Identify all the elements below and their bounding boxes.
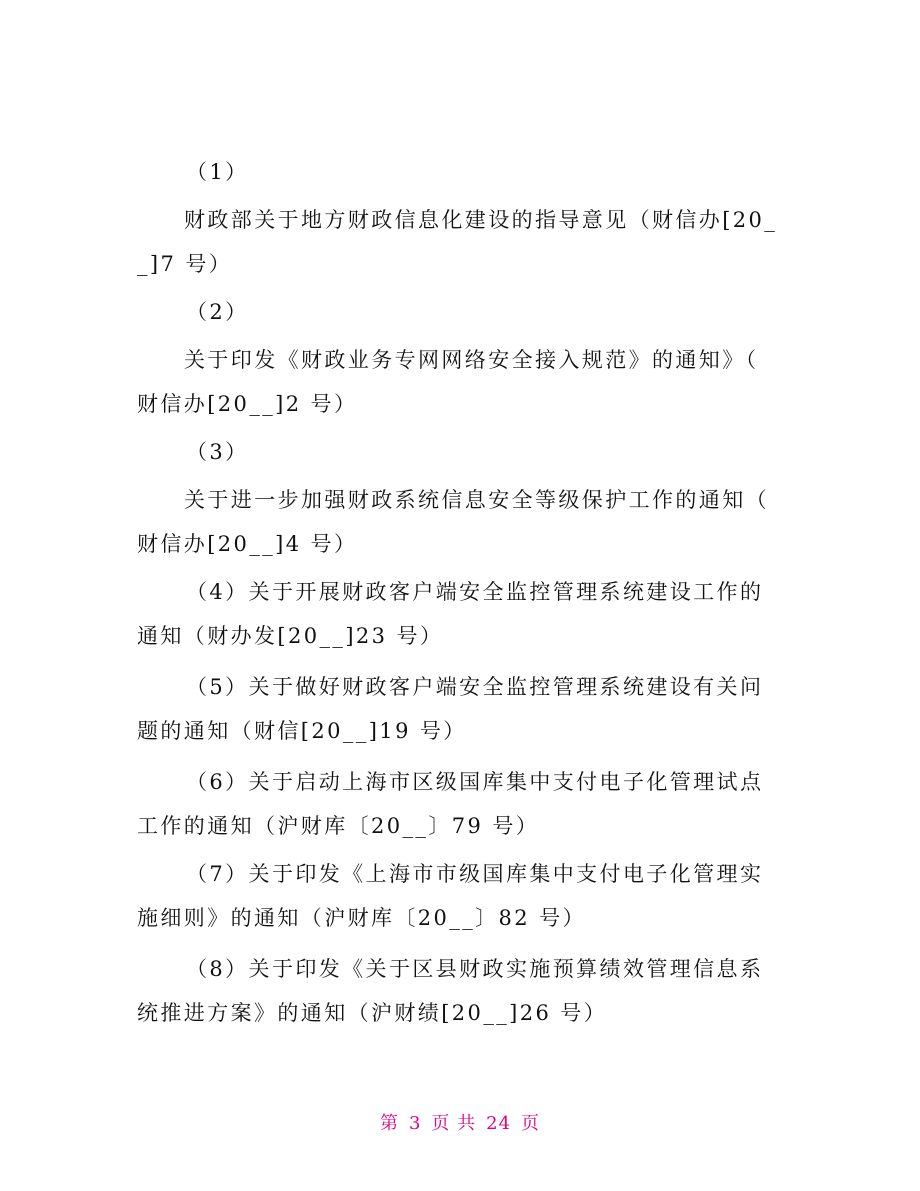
item-1-label: （1） <box>186 160 249 184</box>
item-2-line-1: 关于印发《财政业务专网网络安全接入规范》的通知》（ <box>184 348 759 372</box>
item-4-line-2: 通知（财办发[20__]23 号） <box>137 624 444 648</box>
footer-page-number: 3 <box>408 1113 422 1134</box>
item-6-line-1: （6）关于启动上海市区级国库集中支付电子化管理试点 <box>186 770 764 794</box>
item-7-line-2: 施细则》的通知（沪财库〔20__〕82 号） <box>137 906 586 930</box>
page-footer <box>0 1112 920 1136</box>
item-6-line-2: 工作的通知（沪财库〔20__〕79 号） <box>137 814 540 838</box>
item-2-label: （2） <box>186 300 249 324</box>
item-7-line-1: （7）关于印发《上海市市级国库集中支付电子化管理实 <box>186 862 764 886</box>
item-1-line-1: 财政部关于地方财政信息化建设的指导意见（财信办[20_ <box>184 208 778 232</box>
item-5-line-1: （5）关于做好财政客户端安全监控管理系统建设有关问 <box>186 675 764 699</box>
footer-total-pages: 24 <box>486 1113 512 1134</box>
item-2-line-2: 财信办[20__]2 号） <box>137 392 358 416</box>
item-8-line-2: 统推进方案》的通知（沪财绩[20__]26 号） <box>137 1001 608 1025</box>
footer-suffix: 页 <box>521 1113 541 1134</box>
item-3-line-2: 财信办[20__]4 号） <box>137 532 358 556</box>
footer-middle: 页 共 <box>431 1113 477 1134</box>
item-3-label: （3） <box>186 440 249 464</box>
item-4-line-1: （4）关于开展财政客户端安全监控管理系统建设工作的 <box>186 580 764 604</box>
item-8-line-1: （8）关于印发《关于区县财政实施预算绩效管理信息系 <box>186 957 764 981</box>
item-3-line-1: 关于进一步加强财政系统信息安全等级保护工作的通知（ <box>184 488 769 512</box>
item-1-line-2: _]7 号） <box>137 252 233 276</box>
item-5-line-2: 题的通知（财信[20__]19 号） <box>137 719 467 743</box>
footer-prefix: 第 <box>379 1113 399 1134</box>
